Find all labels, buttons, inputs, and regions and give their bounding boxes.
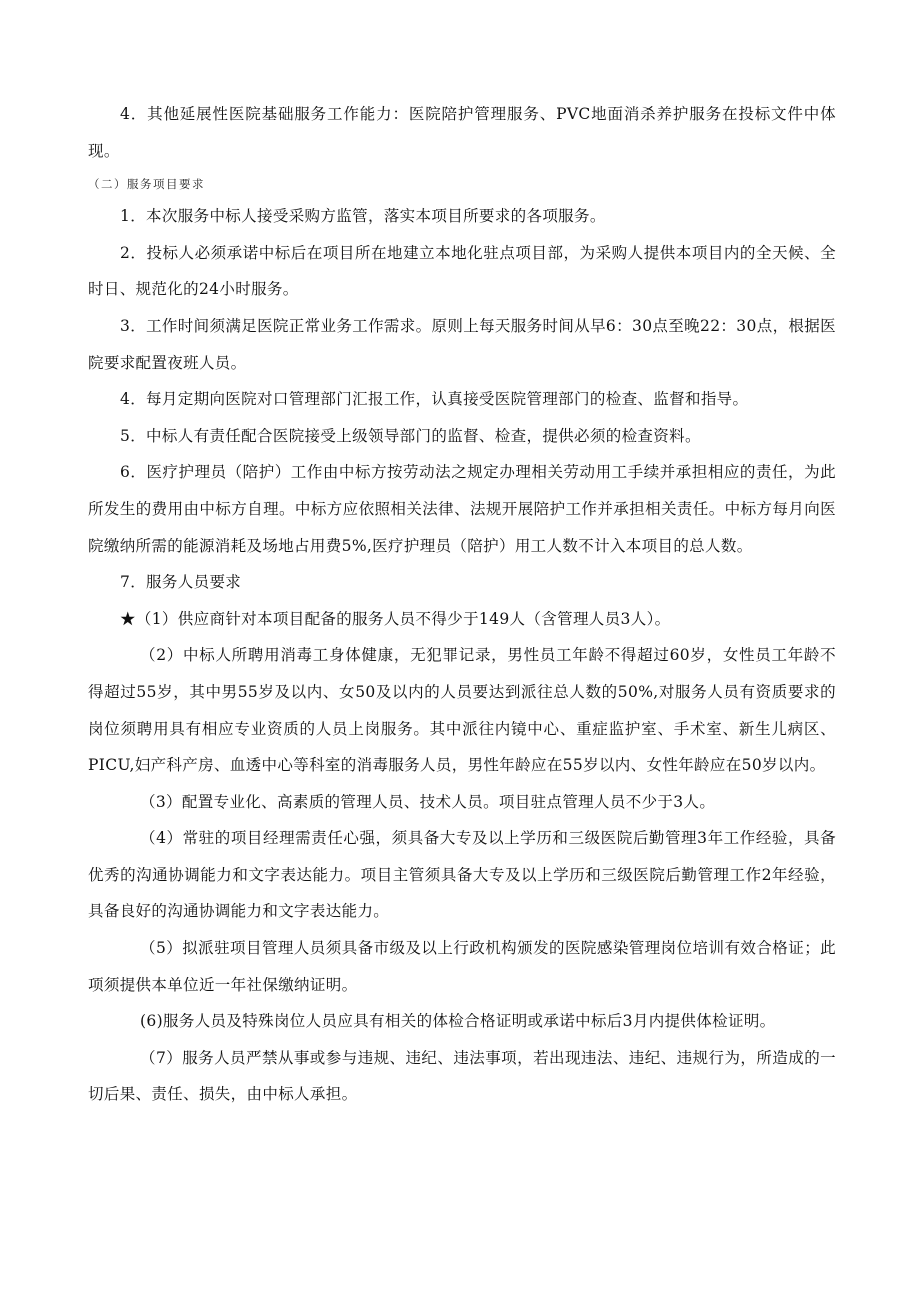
section-heading-service-requirements: （二）服务项目要求 bbox=[88, 177, 205, 192]
staff-item-2: （2）中标人所聘用消毒工身体健康，无犯罪记录，男性员工年龄不得超过60岁，女性员工年龄不得超过55岁，其中男55岁及以内、女50及以内的人员要达到派往总人数的50%,对服务人员有资质要求的岗位须聘用具有相应专业资质的人员上岗服务。其中派往内镜中心、重症监护室、手术室、新生儿病区、PICU,妇产科产房、血透中心等科室的消毒服务人员，男性年龄应在55岁以内、女性年龄应在50岁以内。 bbox=[88, 646, 836, 775]
requirement-4: 4．每月定期向医院对口管理部门汇报工作，认真接受医院管理部门的检查、监督和指导。 bbox=[120, 390, 749, 409]
paragraph-extended-abilities: 4．其他延展性医院基础服务工作能力：医院陪护管理服务、PVC地面消杀养护服务在投标文件中体现。 bbox=[88, 105, 836, 160]
requirement-5: 5．中标人有责任配合医院接受上级领导部门的监督、检查，提供必须的检查资料。 bbox=[120, 426, 701, 445]
requirement-1: 1．本次服务中标人接受采购方监管，落实本项目所要求的各项服务。 bbox=[120, 207, 606, 226]
staff-item-3: （3）配置专业化、高素质的管理人员、技术人员。项目驻点管理人员不少于3人。 bbox=[140, 792, 716, 811]
requirement-2: 2．投标人必须承诺中标后在项目所在地建立本地化驻点项目部，为采购人提供本项目内的全天候、全时日、规范化的24小时服务。 bbox=[88, 243, 836, 299]
document-page bbox=[88, 96, 836, 1113]
requirement-7-heading: 7．服务人员要求 bbox=[120, 573, 242, 592]
staff-item-6: (6)服务人员及特殊岗位人员应具有相关的体检合格证明或承诺中标后3月内提供体检证明。 bbox=[140, 1012, 776, 1031]
staff-item-4: （4）常驻的项目经理需责任心强，须具备大专及以上学历和三级医院后勤管理3年工作经验，具备优秀的沟通协调能力和文字表达能力。项目主管须具备大专及以上学历和三级医院后勤管理工作2年经验，具备良好的沟通协调能力和文字表达能力。 bbox=[88, 829, 836, 921]
staff-item-1 bbox=[88, 601, 836, 638]
staff-item-1-text: （1）供应商针对本项目配备的服务人员不得少于149人（含管理人员3人）。 bbox=[135, 609, 671, 628]
star-icon: ★ bbox=[120, 609, 136, 628]
requirement-6: 6．医疗护理员（陪护）工作由中标方按劳动法之规定办理相关劳动用工手续并承担相应的责任，为此所发生的费用由中标方自理。中标方应依照相关法律、法规开展陪护工作并承担相关责任。中标方每月向医院缴纳所需的能源消耗及场地占用费5%,医疗护理员（陪护）用工人数不计入本项目的总人数。 bbox=[88, 463, 836, 555]
staff-item-5: （5）拟派驻项目管理人员须具备市级及以上行政机构颁发的医院感染管理岗位培训有效合格证；此项须提供本单位近一年社保缴纳证明。 bbox=[88, 939, 836, 994]
requirement-3: 3．工作时间须满足医院正常业务工作需求。原则上每天服务时间从早6：30点至晚22：30点，根据医院要求配置夜班人员。 bbox=[88, 316, 836, 372]
staff-item-7: （7）服务人员严禁从事或参与违规、违纪、违法事项，若出现违法、违纪、违规行为，所造成的一切后果、责任、损失，由中标人承担。 bbox=[88, 1048, 836, 1104]
